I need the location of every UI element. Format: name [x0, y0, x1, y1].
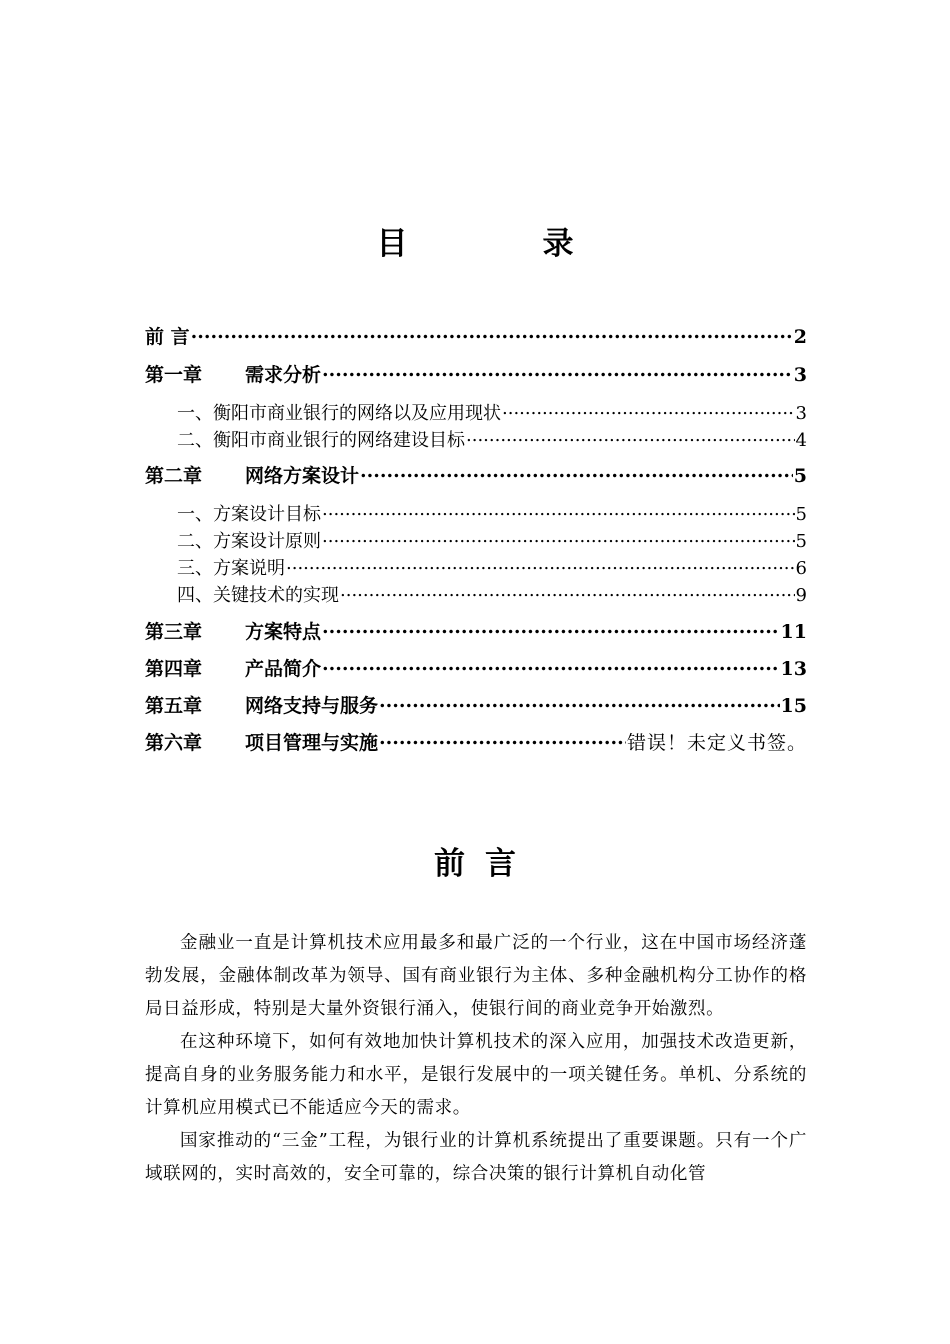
toc-entry-title: 方案特点 [245, 621, 322, 643]
toc-dot-leader [191, 324, 793, 343]
toc-entry-title: 二、方案设计原则 [177, 531, 321, 552]
toc-entry-section-1-2[interactable] [145, 426, 807, 452]
toc-entry-number: 第五章 [145, 695, 203, 717]
toc-entry-number: 第二章 [145, 465, 203, 487]
preface-paragraph: 在这种环境下，如何有效地加快计算机技术的深入应用，加强技术改造更新，提高自身的业务服务能力和水平，是银行发展中的一项关键任务。单机、分系统的计算机应用模式已不能适应今天的需求。 [145, 1032, 807, 1118]
toc-entry-page: 5 [793, 465, 807, 487]
toc-entry-page: 9 [795, 585, 807, 606]
toc-entry-number: 第六章 [145, 732, 203, 754]
toc-dot-leader [360, 463, 793, 482]
toc-entry-title: 需求分析 [245, 364, 322, 386]
toc-entry-title: 产品简介 [245, 658, 322, 680]
toc-entry-title: 三、方案说明 [177, 558, 285, 579]
toc-entry-title: 二、衡阳市商业银行的网络建设目标 [177, 430, 465, 451]
toc-entry-title: 一、衡阳市商业银行的网络以及应用现状 [177, 403, 501, 424]
toc-dot-leader [340, 583, 795, 601]
toc-entry-title: 项目管理与实施 [245, 732, 379, 754]
toc-entry-page: 3 [795, 403, 807, 424]
toc-entry-title: 网络支持与服务 [245, 695, 379, 717]
toc-entry-page: 6 [795, 558, 807, 579]
toc-entry-section-2-1[interactable] [145, 500, 807, 526]
toc-dot-leader [379, 693, 780, 712]
toc-dot-leader [379, 730, 626, 749]
toc-entry-page: 4 [795, 430, 807, 451]
toc-entry-page: 15 [780, 695, 807, 717]
toc-dot-leader [322, 529, 795, 547]
toc-dot-leader [322, 656, 780, 675]
toc-entry-chapter-5[interactable] [145, 691, 807, 721]
toc-entry-page: 3 [793, 364, 807, 386]
toc-title: 目 录 [376, 226, 626, 262]
toc-entry-number: 前 言 [145, 326, 190, 348]
toc-entry-section-2-2[interactable] [145, 527, 807, 553]
toc-entry-chapter-3[interactable] [145, 617, 807, 647]
toc-entry-number: 第三章 [145, 621, 203, 643]
toc-entry-page: 5 [795, 504, 807, 525]
toc-entry-chapter-6[interactable] [145, 728, 807, 758]
preface-body [145, 927, 807, 1191]
preface-title: 前言 [434, 846, 536, 882]
toc-entry-page: 2 [793, 326, 807, 348]
toc-entry-number: 第一章 [145, 364, 203, 386]
toc-entry-preface[interactable] [145, 322, 807, 352]
toc-entry-section-1-1[interactable] [145, 399, 807, 425]
toc-entry-page-error: 错误！未定义书签。 [626, 732, 807, 754]
toc-entry-number: 第四章 [145, 658, 203, 680]
preface-paragraph: 金融业一直是计算机技术应用最多和最广泛的一个行业，这在中国市场经济蓬勃发展，金融体制改革为领导、国有商业银行为主体、多种金融机构分工协作的格局日益形成，特别是大量外资银行涌入，使银行间的商业竞争开始激烈。 [145, 933, 807, 1019]
toc-dot-leader [322, 619, 780, 638]
toc-entry-section-2-4[interactable] [145, 581, 807, 607]
preface-paragraph: 国家推动的“三金”工程，为银行业的计算机系统提出了重要课题。只有一个广域联网的，实时高效的，安全可靠的，综合决策的银行计算机自动化管 [145, 1131, 807, 1184]
toc-entry-chapter-4[interactable] [145, 654, 807, 684]
toc-entry-page: 13 [780, 658, 807, 680]
toc-entry-page: 11 [780, 621, 807, 643]
toc-dot-leader [502, 401, 795, 419]
toc-dot-leader [322, 362, 793, 381]
toc-entry-section-2-3[interactable] [145, 554, 807, 580]
toc-entry-chapter-1[interactable] [145, 360, 807, 390]
toc-entry-page: 5 [795, 531, 807, 552]
toc-entry-chapter-2[interactable] [145, 461, 807, 491]
toc-dot-leader [286, 556, 795, 574]
toc-dot-leader [466, 428, 795, 446]
toc-entry-title: 网络方案设计 [245, 465, 360, 487]
toc-entry-title: 四、关键技术的实现 [177, 585, 339, 606]
toc-entry-title: 一、方案设计目标 [177, 504, 321, 525]
toc-dot-leader [322, 502, 795, 520]
